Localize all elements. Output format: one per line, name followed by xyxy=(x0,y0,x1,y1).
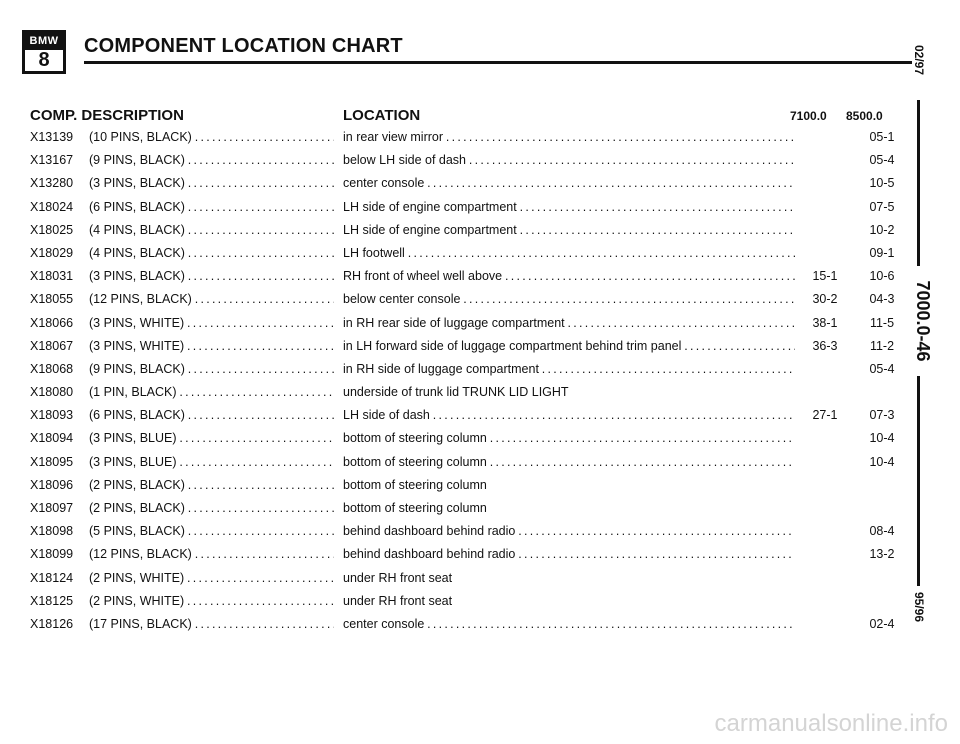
table-row xyxy=(0,474,910,497)
ref-8500: 10-6 xyxy=(869,269,895,284)
table-row xyxy=(0,613,910,636)
ref-7100: 36-3 xyxy=(812,338,838,353)
component-id: X18125 xyxy=(30,593,74,608)
component-location: RH front of wheel well above . . . xyxy=(343,268,795,284)
component-id: X18067 xyxy=(30,338,74,353)
ref-8500: 10-2 xyxy=(869,222,895,237)
component-location: under RH front seat xyxy=(343,593,453,608)
table-row xyxy=(0,381,910,404)
component-description: (3 PINS, BLUE) . . . xyxy=(89,454,334,470)
table-row xyxy=(0,242,910,265)
component-id: X18096 xyxy=(30,477,74,492)
component-id: X13139 xyxy=(30,130,74,144)
ref-8500: 04-3 xyxy=(869,292,895,307)
table-row xyxy=(0,335,910,358)
ref-8500: 05-1 xyxy=(869,130,895,144)
component-id: X18031 xyxy=(30,269,74,284)
ref-8500: 13-2 xyxy=(869,547,895,562)
component-location: behind dashboard behind radio . . . xyxy=(343,546,795,562)
table-row xyxy=(0,126,910,149)
component-id: X18094 xyxy=(30,431,74,446)
component-location: LH side of dash . . . xyxy=(343,407,795,423)
component-description: (2 PINS, WHITE) . . . xyxy=(89,593,334,609)
table-row xyxy=(0,358,910,381)
table-row xyxy=(0,265,910,288)
component-id: X18126 xyxy=(30,616,74,631)
component-location: LH footwell . . . xyxy=(343,245,795,261)
component-id: X18055 xyxy=(30,292,74,307)
component-location: below center console . . . xyxy=(343,291,795,307)
ref-8500: 11-2 xyxy=(869,338,895,353)
logo-brand-text: BMW xyxy=(25,33,63,50)
component-location: center console . . . xyxy=(343,175,795,191)
component-description: (1 PIN, BLACK) . . . xyxy=(89,384,334,400)
ref-8500: 05-4 xyxy=(869,361,895,376)
component-description: (10 PINS, BLACK) . . . xyxy=(89,129,334,145)
table-row xyxy=(0,196,910,219)
component-location: LH side of engine compartment . . . xyxy=(343,199,795,215)
ref-7100: 15-1 xyxy=(812,269,838,284)
column-header-comp: COMP. xyxy=(30,107,78,124)
component-description: (6 PINS, BLACK) . . . xyxy=(89,199,334,215)
component-id: X18066 xyxy=(30,315,74,330)
page-reference: 7000.0-46 xyxy=(912,266,934,376)
component-description: (4 PINS, BLACK) . . . xyxy=(89,222,334,238)
table-row xyxy=(0,497,910,520)
component-description: (6 PINS, BLACK) . . . xyxy=(89,407,334,423)
component-location: in LH forward side of luggage compartment behind trim panel . . . xyxy=(343,338,795,354)
component-id: X18098 xyxy=(30,524,74,539)
component-id: X18095 xyxy=(30,454,74,469)
component-table xyxy=(0,126,910,636)
component-description: (3 PINS, WHITE) . . . xyxy=(89,338,334,354)
component-description: (3 PINS, WHITE) . . . xyxy=(89,315,334,331)
component-id: X13280 xyxy=(30,176,74,191)
ref-8500: 11-5 xyxy=(869,315,895,330)
component-description: (12 PINS, BLACK) . . . xyxy=(89,291,334,307)
component-location: in RH rear side of luggage compartment . . . xyxy=(343,315,795,331)
column-header-location: LOCATION xyxy=(343,107,421,124)
ref-8500: 02-4 xyxy=(869,616,895,631)
table-row xyxy=(0,404,910,427)
component-location: behind dashboard behind radio . . . xyxy=(343,523,795,539)
table-row xyxy=(0,149,910,172)
ref-8500: 05-4 xyxy=(869,153,895,168)
component-id: X18068 xyxy=(30,361,74,376)
logo-series-number: 8 xyxy=(38,49,50,71)
component-location: in RH side of luggage compartment . . . xyxy=(343,361,795,377)
column-header-7100: 7100.0 xyxy=(790,109,827,123)
component-location: bottom of steering column . . . xyxy=(343,430,795,446)
ref-8500: 10-4 xyxy=(869,431,895,446)
table-row xyxy=(0,520,910,543)
ref-8500: 09-1 xyxy=(869,245,895,260)
ref-7100: 38-1 xyxy=(812,315,838,330)
component-location: center console . . . xyxy=(343,616,795,632)
component-location: bottom of steering column xyxy=(343,477,487,492)
component-location: LH side of engine compartment . . . xyxy=(343,222,795,238)
component-location: bottom of steering column xyxy=(343,501,487,515)
component-description: (3 PINS, BLACK) . . . xyxy=(89,175,334,191)
component-id: X18093 xyxy=(30,408,74,423)
column-header-description: DESCRIPTION xyxy=(81,107,184,124)
component-description: (9 PINS, BLACK) . . . xyxy=(89,152,334,168)
title-divider xyxy=(84,61,912,64)
component-id: X18029 xyxy=(30,245,74,260)
table-row xyxy=(0,567,910,590)
component-id: X18097 xyxy=(30,501,74,515)
table-row xyxy=(0,219,910,242)
revision-date: 02/97 xyxy=(912,39,926,81)
table-row xyxy=(0,451,910,474)
component-description: (2 PINS, WHITE) . . . xyxy=(89,570,334,586)
component-location: in rear view mirror . . . xyxy=(343,129,795,145)
component-id: X18080 xyxy=(30,385,74,400)
component-location: bottom of steering column . . . xyxy=(343,454,795,470)
component-id: X18024 xyxy=(30,199,74,214)
component-description: (9 PINS, BLACK) . . . xyxy=(89,361,334,377)
table-row xyxy=(0,543,910,566)
column-header-comp-description xyxy=(30,107,184,124)
watermark: carmanualsonline.info xyxy=(714,710,948,737)
component-description: (3 PINS, BLUE) . . . xyxy=(89,430,334,446)
ref-8500: 07-5 xyxy=(869,199,895,214)
ref-7100: 27-1 xyxy=(812,408,838,423)
table-row xyxy=(0,590,910,613)
component-description: (5 PINS, BLACK) . . . xyxy=(89,523,334,539)
component-description: (4 PINS, BLACK) . . . xyxy=(89,245,334,261)
column-header-8500: 8500.0 xyxy=(846,109,883,123)
component-location: below LH side of dash . . . xyxy=(343,152,795,168)
component-id: X13167 xyxy=(30,153,74,168)
component-description: (17 PINS, BLACK) . . . xyxy=(89,616,334,632)
component-description: (2 PINS, BLACK) . . . xyxy=(89,500,334,516)
component-description: (2 PINS, BLACK) . . . xyxy=(89,477,334,493)
table-row xyxy=(0,427,910,450)
table-row xyxy=(0,288,910,311)
component-id: X18124 xyxy=(30,570,74,585)
component-location: underside of trunk lid TRUNK LID LIGHT xyxy=(343,385,569,400)
table-row xyxy=(0,312,910,335)
component-id: X18025 xyxy=(30,222,74,237)
ref-7100: 30-2 xyxy=(812,292,838,307)
model-years: 95/96 xyxy=(912,586,926,628)
ref-8500: 10-4 xyxy=(869,454,895,469)
ref-8500: 08-4 xyxy=(869,524,895,539)
document-title: COMPONENT LOCATION CHART xyxy=(84,35,403,57)
bmw-8-series-logo xyxy=(22,30,66,74)
ref-8500: 07-3 xyxy=(869,408,895,423)
component-id: X18099 xyxy=(30,547,74,562)
component-description: (12 PINS, BLACK) . . . xyxy=(89,546,334,562)
component-description: (3 PINS, BLACK) . . . xyxy=(89,268,334,284)
table-row xyxy=(0,172,910,195)
ref-8500: 10-5 xyxy=(869,176,895,191)
component-location: under RH front seat xyxy=(343,570,453,585)
